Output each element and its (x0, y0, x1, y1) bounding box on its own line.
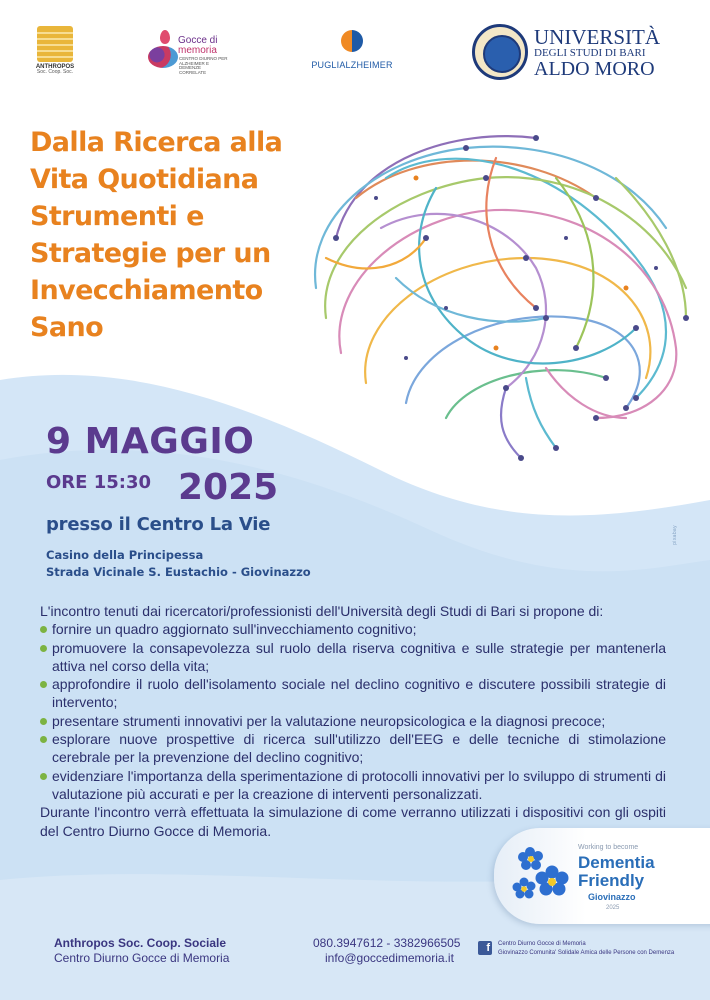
dementia-friendly-badge (494, 828, 710, 924)
head-profile-icon (341, 30, 363, 52)
list-item: fornire un quadro aggiornato sull'invecchiamento cognitivo; (40, 620, 666, 638)
title-line: Invecchiamento (30, 275, 263, 306)
title-line: Dalla Ricerca alla (30, 127, 283, 158)
gocce-di-memoria-logo (148, 30, 228, 76)
closing-text: Durante l'incontro verrà effettuata la simulazione di come verranno utilizzati i dispositivi con gli ospiti del Centro Diurno Gocce di Memoria. (40, 804, 666, 839)
anthropos-sub: Soc. Coop. Soc. (36, 69, 74, 75)
brain-icon (148, 46, 178, 68)
list-item: promuovere la consapevolezza sul ruolo della riserva cognitiva e sulle strategie per mantenerla attiva nel corso della vita; (40, 639, 666, 676)
title-line: Sano (30, 312, 104, 343)
address-line: Casino della Principessa (46, 548, 204, 562)
brain-illustration (296, 118, 700, 468)
list-item: approfondire il ruolo dell'isolamento sociale nel declino cognitivo e discutere possibili strategie di intervento; (40, 675, 666, 712)
puglialzheimer-logo (302, 30, 402, 70)
footer-email: info@goccedimemoria.it (325, 951, 454, 965)
facebook-page-sub: Giovinazzo Comunita' Solidale Amica delle Persone con Demenza (498, 950, 675, 956)
event-time: ORE 15:30 (46, 472, 152, 493)
badge-line1: Dementia (578, 853, 655, 872)
gocce-title-a: Gocce di (178, 35, 218, 46)
puglia-name: PUGLIALZHEIMER (311, 60, 393, 70)
gocce-sub: CENTRO DIURNO PER ALZHEIMER E DEMENZE CORRELATE (179, 56, 228, 76)
facebook-page-name: Centro Diurno Gocce di Memoria (498, 941, 586, 947)
anthropos-mark-icon (37, 26, 73, 62)
logos-header (0, 0, 710, 100)
event-year: 2025 (178, 467, 279, 508)
footer-organization: Anthropos Soc. Coop. Sociale (54, 936, 227, 950)
event-description (40, 602, 666, 840)
badge-year: 2025 (606, 905, 620, 911)
badge-small-text: Working to become (578, 844, 639, 851)
forget-me-not-icon (512, 842, 574, 906)
footer-center: Centro Diurno Gocce di Memoria (54, 951, 230, 965)
badge-line2: Friendly (578, 871, 645, 890)
anthropos-logo (32, 26, 78, 76)
event-address (46, 547, 311, 581)
event-title (30, 124, 330, 346)
list-item: evidenziare l'importanza della sperimentazione di protocolli innovativi per lo sviluppo di strumenti di valutazione più accurati e per la creazione di interventi personalizzati. (40, 767, 666, 804)
uniba-line1: UNIVERSITÀ (534, 25, 660, 49)
event-venue: presso il Centro La Vie (46, 514, 271, 535)
badge-city: Giovinazzo (588, 892, 636, 902)
uniba-line2: DEGLI STUDI DI BARI (534, 47, 646, 59)
title-line: Strategie per un (30, 238, 271, 269)
uniba-logo (472, 24, 672, 80)
title-line: Strumenti e (30, 201, 204, 232)
university-seal-icon (472, 24, 528, 80)
gocce-title-b: memoria (178, 45, 217, 56)
event-date: 9 MAGGIO (46, 421, 255, 462)
image-credit: pixabay (672, 525, 678, 545)
list-item: presentare strumenti innovativi per la valutazione neuropsicologica e la diagnosi precoce; (40, 712, 666, 730)
intro-text: L'incontro tenuti dai ricercatori/professionisti dell'Università degli Studi di Bari si propone di: (40, 603, 604, 619)
title-line: Vita Quotidiana (30, 164, 259, 195)
facebook-icon: f (478, 941, 492, 955)
list-item: esplorare nuove prospettive di ricerca sull'utilizzo dell'EEG e delle tecniche di stimolazione cerebrale per la prevenzione del declino cognitivo; (40, 730, 666, 767)
objectives-list (40, 620, 666, 803)
drop-icon (160, 30, 170, 44)
anthropos-name: ANTHROPOS (35, 64, 75, 70)
address-line: Strada Vicinale S. Eustachio - Giovinazzo (46, 565, 311, 579)
footer-phone: 080.3947612 - 3382966505 (313, 936, 461, 950)
uniba-line3: ALDO MORO (534, 58, 655, 80)
